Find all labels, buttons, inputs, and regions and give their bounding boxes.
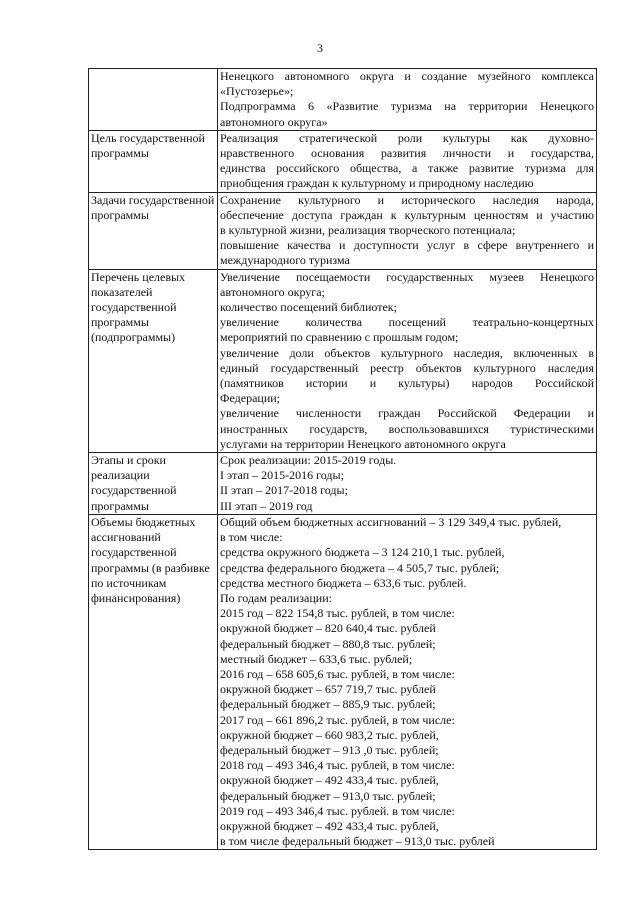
value-line: автономного округа» [220,114,328,129]
value-line: окружной бюджет – 820 640,4 тыс. рублей [220,621,436,636]
value-line: международного туризма [220,253,350,268]
value-line: окружной бюджет – 660 983,2 тыс. рублей, [220,727,439,742]
value-line: приобщения граждан к культурному и природному наследию [220,176,534,191]
row-label: Этапы и сроки реализации государственной программы [89,453,218,515]
value-line: мероприятий по сравнению с прошлым годом; [220,330,459,345]
row-value [218,69,597,131]
value-line: 2018 год – 493 346,4 тыс. рублей, в том числе: [220,758,455,773]
value-line: средства окружного бюджета – 3 124 210,1 тыс. рублей, [220,545,505,560]
value-line: количество посещений библиотек; [220,300,397,315]
value-line: 2015 год – 822 154,8 тыс. рублей, в том числе: [220,606,455,621]
value-line: 2019 год – 493 346,4 тыс. рублей. в том числе: [220,803,455,818]
value-line: повышение качества и доступности услуг в сфере внутреннего и [220,238,594,253]
value-line: увеличение количества посещений театрально-концертных [220,315,594,330]
row-subprograms-continued [89,69,597,131]
value-line: «Пустозерье»; [220,84,294,99]
row-value [218,130,597,192]
value-line: федеральный бюджет – 913 ,0 тыс. рублей; [220,742,439,757]
value-line: иностранных государств, воспользовавшихся туристическими [220,421,594,436]
value-line: федеральный бюджет – 913,0 тыс. рублей; [220,788,436,803]
value-line: средства местного бюджета – 633,6 тыс. рублей. [220,575,467,590]
value-line: Увеличение посещаемости государственных музеев Ненецкого [220,269,594,284]
passport-table [88,68,597,850]
value-line: увеличение численности граждан Российской Федерации и [220,406,594,421]
row-label: Задачи государственной программы [89,192,218,269]
value-line: По годам реализации: [220,590,332,605]
row-label: Перечень целевых показателей государственной программы (подпрограммы) [89,269,218,452]
row-value [218,192,597,269]
row-value [218,514,597,849]
value-line: федеральный бюджет – 880,8 тыс. рублей; [220,636,436,651]
value-line: Федерации; [220,391,281,406]
row-label: Цель государственной программы [89,130,218,192]
value-line: Сохранение культурного и исторического наследия народа, [220,192,594,207]
value-line: единый государственный реестр объектов культурного наследия [220,360,594,375]
value-line: единства российского общества, а также развитие туризма для [220,161,594,176]
row-program-tasks [89,192,597,269]
page-number: 3 [317,41,323,55]
row-value [218,269,597,452]
value-line: окружной бюджет – 657 719,7 тыс. рублей [220,682,436,697]
value-line: обеспечение доступа граждан к культурным ценностям и участию [220,207,594,222]
row-program-goal [89,130,597,192]
value-line: Подпрограмма 6 «Развитие туризма на территории Ненецкого [220,99,594,114]
value-line: средства федерального бюджета – 4 505,7 тыс. рублей; [220,560,500,575]
value-line: I этап – 2015-2016 годы; [220,468,344,483]
value-line: Ненецкого автономного округа и создание музейного комплекса [220,69,594,83]
value-line: автономного округа; [220,284,325,299]
value-line: в культурной жизни, реализация творческого потенциала; [220,223,516,238]
value-line: местный бюджет – 633,6 тыс. рублей; [220,651,413,666]
value-line: в том числе федеральный бюджет – 913,0 тыс. рублей [220,834,495,849]
value-line: Реализация стратегической роли культуры как духовно- [220,130,594,145]
value-line: увеличение доли объектов культурного наследия, включенных в [220,345,594,360]
value-line: в том числе: [220,530,283,545]
value-line: (памятников истории и культуры) народов Российской [220,376,594,391]
row-budget-allocations [89,514,597,849]
value-line: 2017 год – 661 896,2 тыс. рублей, в том числе: [220,712,455,727]
value-line: нравственного основания развития личности и государства, [220,146,594,161]
value-line: 2016 год – 658 605,6 тыс. рублей, в том числе: [220,666,455,681]
value-line: Срок реализации: 2015-2019 годы. [220,453,397,468]
row-value [218,453,597,515]
value-line: услугами на территории Ненецкого автономного округа [220,436,506,451]
row-target-indicators [89,269,597,452]
value-line: III этап – 2019 год [220,498,313,513]
row-label: Объемы бюджетных ассигнований государственной программы (в разбивке по источникам финансирования) [89,514,218,849]
value-line: окружной бюджет – 492 433,4 тыс. рублей, [220,773,439,788]
row-label [89,69,218,131]
value-line: окружной бюджет – 492 433,4 тыс. рублей, [220,818,439,833]
table-body [89,69,597,850]
value-line: II этап – 2017-2018 годы; [220,483,348,498]
row-stages-and-terms [89,453,597,515]
value-line: федеральный бюджет – 885,9 тыс. рублей; [220,697,436,712]
value-line: Общий объем бюджетных ассигнований – 3 129 349,4 тыс. рублей, [220,514,562,529]
